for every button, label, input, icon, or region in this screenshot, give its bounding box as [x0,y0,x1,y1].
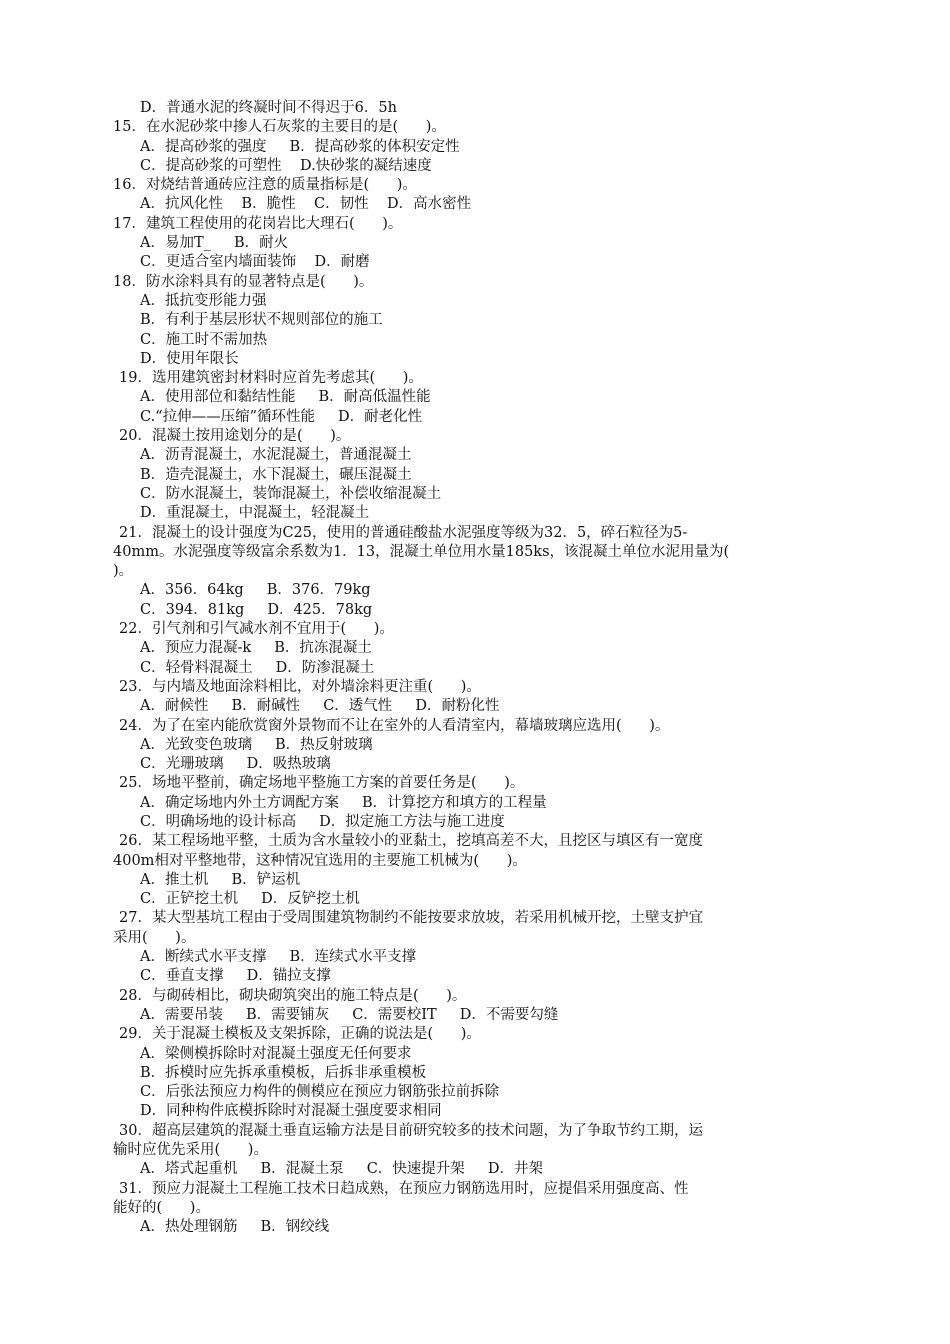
question-line: 29．关于混凝土模板及支架拆除，正确的说法是( )。 [119,1026,481,1043]
question-line: 16．对烧结普通砖应注意的质量指标是( )。 [113,177,417,194]
answer-option-line: A．断续式水平支撑 B．连续式水平支撑 [140,949,417,966]
question-line: 31．预应力混凝土工程施工技术日趋成熟，在预应力钢筋选用时，应提倡采用强度高、性 [119,1180,689,1197]
question-line: 27．某大型基坑工程由于受周围建筑物制约不能按要求放坡，若采用机械开挖，土壁支护宜 [119,910,703,927]
answer-option-line: A．沥青混凝土，水泥混凝土，普通混凝土 [140,447,412,464]
question-line: 25．场地平整前，确定场地平整施工方案的首要任务是( )。 [119,775,525,792]
question-line: 400m相对平整地带，这种情况宜选用的主要施工机械为( )。 [113,852,527,869]
answer-option-line: C．提高砂浆的可塑性 D.快砂浆的凝结速度 [140,157,432,174]
answer-option-line: A．塔式起重机 B．混凝土泵 C．快速提升架 D．井架 [140,1161,543,1178]
answer-option-line: C．394．81kg D．425．78kg [140,601,373,618]
question-line: 采用( )。 [113,929,196,946]
question-line: 能好的( )。 [113,1199,210,1216]
answer-option-line: D．使用年限长 [140,350,239,367]
question-line: 19．选用建筑密封材料时应首先考虑其( )。 [119,370,423,387]
question-line: 24．为了在室内能欣赏窗外景物而不让在室外的人看清室内，幕墙玻璃应选用( )。 [119,717,670,734]
answer-option-line: C．垂直支撑 D．锚拉支撑 [140,968,331,985]
answer-option-line: A．易加T_ B．耐火 [140,235,289,252]
answer-option-line: A．抵抗变形能力强 [140,292,267,309]
answer-option-line: A．抗风化性 B．脆性 C．韧性 D．高水密性 [140,196,472,213]
answer-option-line: B．有利于基层形状不规则部位的施工 [140,312,383,329]
answer-option-line: C．光珊玻璃 D．吸热玻璃 [140,756,331,773]
answer-option-line: C．明确场地的设计标高 D．拟定施工方法与施工进度 [140,813,505,830]
answer-option-line: A．预应力混凝-k B．抗冻混凝土 [140,640,372,657]
answer-option-line: A．使用部位和黏结性能 B．耐高低温性能 [140,389,431,406]
answer-option-line: A．356．64kg B．376．79kg [140,582,371,599]
question-line: 22．引气剂和引气减水剂不宜用于( )。 [119,621,394,638]
question-line: 28．与砌砖相比，砌块砌筑突出的施工特点是( )。 [119,987,467,1004]
answer-option-line: D．普通水泥的终凝时间不得迟于6．5h [140,100,397,116]
answer-option-line: A．光致变色玻璃 B．热反射玻璃 [140,736,373,753]
question-line: 21．混凝土的设计强度为C25，使用的普通硅酸盐水泥强度等级为32．5，碎石粒径为5- [119,524,688,541]
question-line: 输时应优先采用( )。 [113,1142,268,1159]
answer-option-line: A．推土机 B．铲运机 [140,871,301,888]
question-line: 20．混凝土按用途划分的是( )。 [119,428,351,445]
question-line: 23．与内墙及地面涂料相比，对外墙涂料更注重( )。 [119,678,481,695]
question-line: 15．在水泥砂浆中掺人石灰浆的主要目的是( )。 [113,119,446,136]
question-line: 30．超高层建筑的混凝土垂直运输方法是目前研究较多的技术问题，为了争取节约工期，运 [119,1122,703,1139]
answer-option-line: A．需要吊装 B．需要铺灰 C．需要校IT D．不需要勾缝 [140,1006,559,1023]
document-page [113,99,848,1238]
answer-option-line: A．提高砂浆的强度 B．提高砂浆的体积安定性 [140,138,460,155]
answer-option-line: C．正铲挖土机 D．反铲挖土机 [140,891,360,908]
question-line: 40mm。水泥强度等级富余系数为1．13，混凝土单位用水量185ks，该混凝土单位水泥用量为( [113,543,730,560]
answer-option-line: B．造壳混凝土，水下混凝土，碾压混凝土 [140,466,412,483]
answer-option-line: B．拆模时应先拆承重模板，后拆非承重模板 [140,1064,427,1081]
question-line: 17．建筑工程使用的花岗岩比大理石( )。 [113,215,403,232]
answer-option-line: C．后张法预应力构件的侧模应在预应力钢筋张拉前拆除 [140,1084,500,1101]
answer-option-line: A．梁侧模拆除时对混凝土强度无任何要求 [140,1045,412,1062]
question-line: )。 [113,563,134,580]
answer-option-line: A．耐候性 B．耐碱性 C．透气性 D．耐粉化性 [140,698,500,715]
answer-option-line: C．轻骨料混凝土 D．防渗混凝土 [140,659,375,676]
answer-option-line: C.“拉伸——压缩”循环性能 D．耐老化性 [140,408,423,425]
question-line: 26．某工程场地平整，土质为含水量较小的亚黏土，挖填高差不大，且挖区与填区有一宽度 [119,833,703,850]
answer-option-line: D．重混凝土，中混凝土，轻混凝土 [140,505,370,522]
answer-option-line: D．同种构件底模拆除时对混凝土强度要求相同 [140,1103,442,1120]
answer-option-line: C．施工时不需加热 [140,331,268,348]
answer-option-line: A．热处理钢筋 B．钢绞线 [140,1219,330,1236]
answer-option-line: C．更适合室内墙面装饰 D．耐磨 [140,254,370,271]
question-line: 18．防水涂料具有的显著特点是( )。 [113,273,374,290]
answer-option-line: C．防水混凝土，装饰混凝土，补偿收缩混凝土 [140,485,442,502]
answer-option-line: A．确定场地内外土方调配方案 B．计算挖方和填方的工程量 [140,794,547,811]
